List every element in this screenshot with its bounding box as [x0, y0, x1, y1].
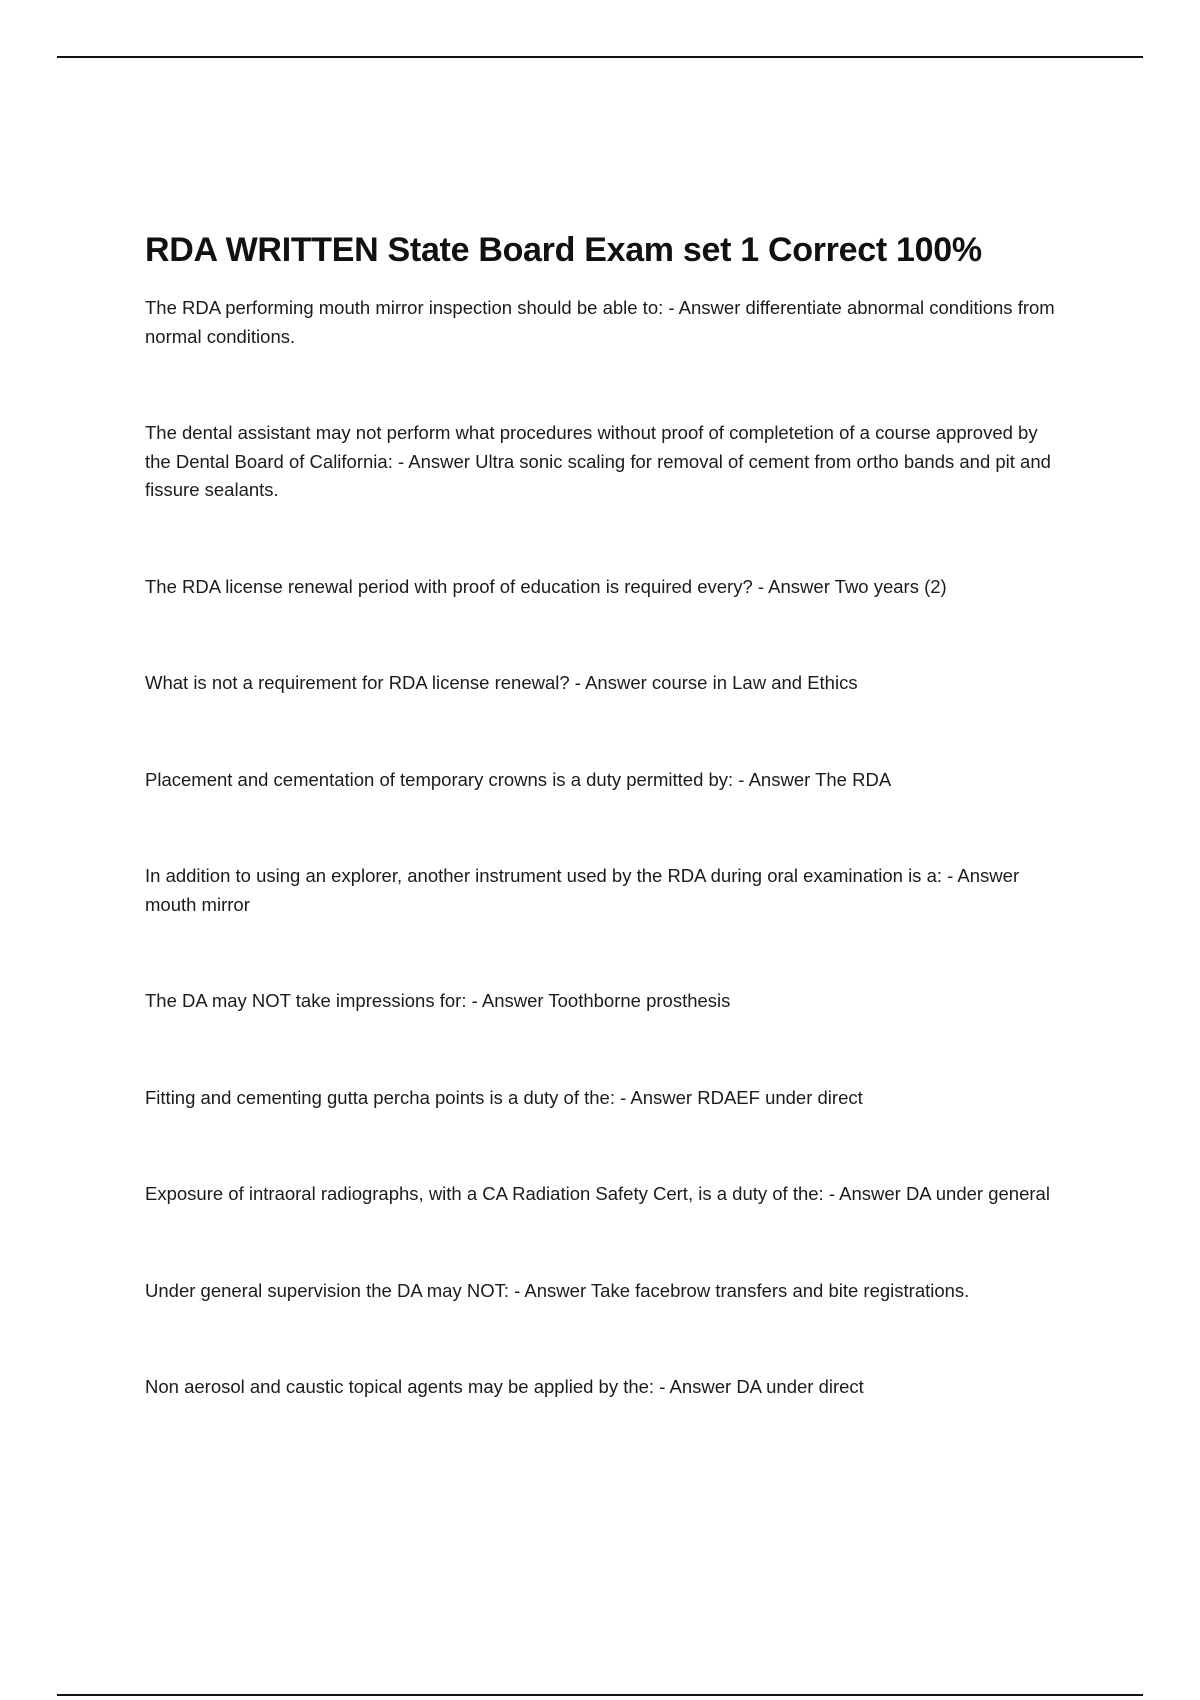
- qa-item: What is not a requirement for RDA license renewal? - Answer course in Law and Ethics: [145, 672, 858, 693]
- document-body: [145, 228, 1065, 1402]
- qa-item: The RDA license renewal period with proof of education is required every? - Answer Two years (2): [145, 575, 947, 597]
- footer-rule: [57, 1694, 1143, 1696]
- document-title: RDA WRITTEN State Board Exam set 1 Correct 100%: [145, 231, 982, 269]
- qa-item: The dental assistant may not perform what procedures without proof of completetion of a course approved by the Dental Board of California: - Answer Ultra sonic scaling for removal of cement from ortho bands and pit and fissure sealants.: [145, 422, 1051, 500]
- qa-item: Exposure of intraoral radiographs, with a CA Radiation Safety Cert, is a duty of the: - Answer DA under general: [145, 1183, 1050, 1204]
- qa-item: Under general supervision the DA may NOT: - Answer Take facebrow transfers and bite registrations.: [145, 1279, 970, 1301]
- qa-item: Fitting and cementing gutta percha points is a duty of the: - Answer RDAEF under direct: [145, 1086, 863, 1108]
- qa-item: Non aerosol and caustic topical agents may be applied by the: - Answer DA under direct: [145, 1376, 864, 1397]
- header-rule: [57, 56, 1143, 58]
- qa-item: The RDA performing mouth mirror inspection should be able to: - Answer differentiate abnormal conditions from normal conditions.: [145, 297, 1055, 347]
- qa-item: In addition to using an explorer, another instrument used by the RDA during oral examination is a: - Answer mouth mirror: [145, 865, 1020, 915]
- qa-item: Placement and cementation of temporary crowns is a duty permitted by: - Answer The RDA: [145, 768, 892, 790]
- qa-item: The DA may NOT take impressions for: - Answer Toothborne prosthesis: [145, 990, 731, 1011]
